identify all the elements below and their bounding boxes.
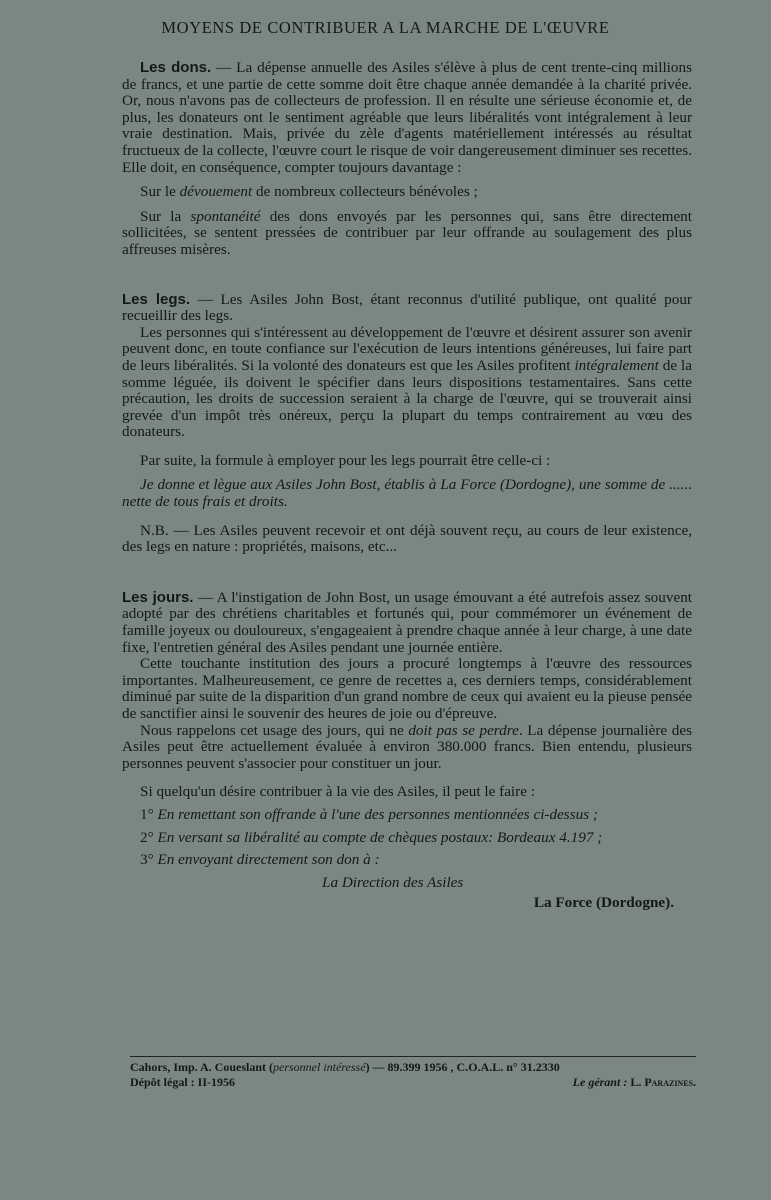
legs-formule-intro: Par suite, la formule à employer pour les legs pourrait être celle-ci : [140, 451, 551, 469]
legs-personnes [122, 325, 692, 441]
list-number: 3° [140, 851, 154, 869]
imprint-footer [130, 1056, 696, 1090]
text-segment: Nous rappelons cet usage des jours, qui ne [140, 721, 409, 739]
emphasis: doit pas se perdre [408, 721, 519, 739]
jours-rappel [122, 723, 692, 773]
contrib-item-1 [140, 807, 692, 824]
jours-institution: Cette touchante institution des jours a procuré longtemps à l'œuvre des ressources importantes. Malheureusement, ce genre de recettes a, ces derniers temps, considérablement diminué par suite de la disparition d'un grand nombre de ceux qui avaient eu la pieuse pensée de sanctifier ainsi le souvenir des heures de joie ou d'épreuve. [122, 655, 692, 722]
text-segment: Les personnes qui s'intéressent au développement de l'œuvre et désirent assurer son avenir peuvent donc, en toute confiance sur l'exécution de leurs intentions généreuses, lui faire part de leurs libéralités. Si la volonté des donateurs est que les Asiles profitent [122, 323, 692, 374]
gerant-label: Le gérant : [572, 1075, 631, 1089]
legs-paragraph [122, 292, 692, 325]
legs-nb: N.B. — Les Asiles peuvent recevoir et ont déjà souvent reçu, au cours de leur existence, des legs en nature : propriétés, maisons, etc... [122, 521, 692, 556]
formula-text: Je donne et lègue aux Asiles John Bost, établis à La Force (Dordogne), une somme de ...... nette de tous frais et droits. [122, 476, 692, 511]
text-segment: . La dépense journalière des Asiles peut être actuellement évaluée à environ 380.000 francs. Bien entendu, plusieurs personnes peuvent s'associer pour constituer un jour. [122, 721, 692, 772]
page-title: MOYENS DE CONTRIBUER A LA MARCHE DE L'ŒUVRE [161, 18, 610, 37]
dons-devouement [122, 184, 692, 201]
dons-spontaneite [122, 209, 692, 259]
contrib-intro: Si quelqu'un désire contribuer à la vie des Asiles, il peut le faire : [140, 783, 535, 801]
list-text: En versant sa libéralité au compte de chèques postaux: Bordeaux 4.197 ; [157, 828, 603, 846]
signature-direction: La Direction des Asiles [322, 873, 464, 891]
jours-paragraph [122, 590, 692, 656]
dons-heading: Les dons. [140, 59, 212, 76]
gerant [573, 1075, 696, 1090]
contrib-item-3 [140, 852, 692, 869]
list-number: 1° [140, 805, 154, 823]
emphasis: dévouement [179, 183, 253, 201]
emphasis: intégralement [574, 356, 659, 374]
jours-text: — A l'instigation de John Bost, un usage émouvant a été autrefois assez souvent adopté par des chrétiens charitables et fortunés qui, pour commémorer un événement de famille joyeux ou douloureux, s'engageaient à prendre chaque année à leur charge, à une date fixe, l'entretien général des Asiles pendant une journée entière. [122, 588, 693, 656]
text-segment: de nombreux collecteurs bénévoles ; [252, 183, 478, 201]
legs-text: — Les Asiles John Bost, étant reconnus d'utilité publique, ont qualité pour recueillir des legs. [122, 290, 692, 325]
signature-place: La Force (Dordogne). [533, 894, 674, 912]
legs-formule [122, 477, 692, 510]
list-text: En envoyant directement son don à : [157, 851, 380, 869]
legs-heading: Les legs. [122, 290, 191, 308]
contrib-item-2 [140, 830, 692, 847]
text-segment: de la somme léguée, ils doivent le spécifier dans leurs dispositions testamentaires. Sans cette précaution, les droits de succession seraient à la charge de l'œuvre, qui se trouverait ainsi grevée d'un impôt très onéreux, perçu la plupart du temps contrairement au vœu des donateurs. [122, 356, 693, 441]
text-segment: des dons envoyés par les personnes qui, sans être directement sollicitées, se sentent pressées de contribuer par leur offrande au soulagement des plus affreuses misères. [122, 207, 692, 258]
text-segment: Cahors, Imp. A. Coueslant ( [130, 1060, 274, 1074]
text-segment: ) — 89.399 1956 , C.O.A.L. n° 31.2330 [365, 1060, 560, 1074]
dons-text: — La dépense annuelle des Asiles s'élève à plus de cent trente-cinq millions de francs, et une partie de cette somme doit être chaque année demandée à la charité privée. Or, nous n'avons pas de collecteurs de profession. Il en résulte une sérieuse économie et, de plus, les donateurs ont le sentiment agréable que leurs libéralités vont intégralement à leur vraie destination. Mais, privée du zèle d'agents matériellement intéressés au résultat fructueux de la collecte, l'œuvre court le risque de voir dangereusement diminuer ses recettes. Elle doit, en conséquence, compter toujours davantage : [122, 59, 692, 176]
text-segment: Sur la [140, 207, 191, 225]
depot-legal: Dépôt légal : II-1956 [130, 1075, 235, 1089]
imprint-text [130, 1060, 560, 1075]
imprint-line [130, 1060, 696, 1075]
emphasis: spontanéité [190, 207, 261, 225]
document-body [122, 60, 692, 912]
jours-heading: Les jours. [122, 588, 194, 606]
list-number: 2° [140, 828, 154, 846]
text-segment: Sur le [140, 183, 180, 201]
list-text: En remettant son offrande à l'une des personnes mentionnées ci-dessus ; [157, 805, 598, 823]
gerant-name: L. Parazines. [630, 1075, 696, 1089]
emphasis: personnel intéressé [273, 1060, 366, 1074]
depot-line [130, 1075, 696, 1090]
dons-paragraph [122, 60, 692, 176]
